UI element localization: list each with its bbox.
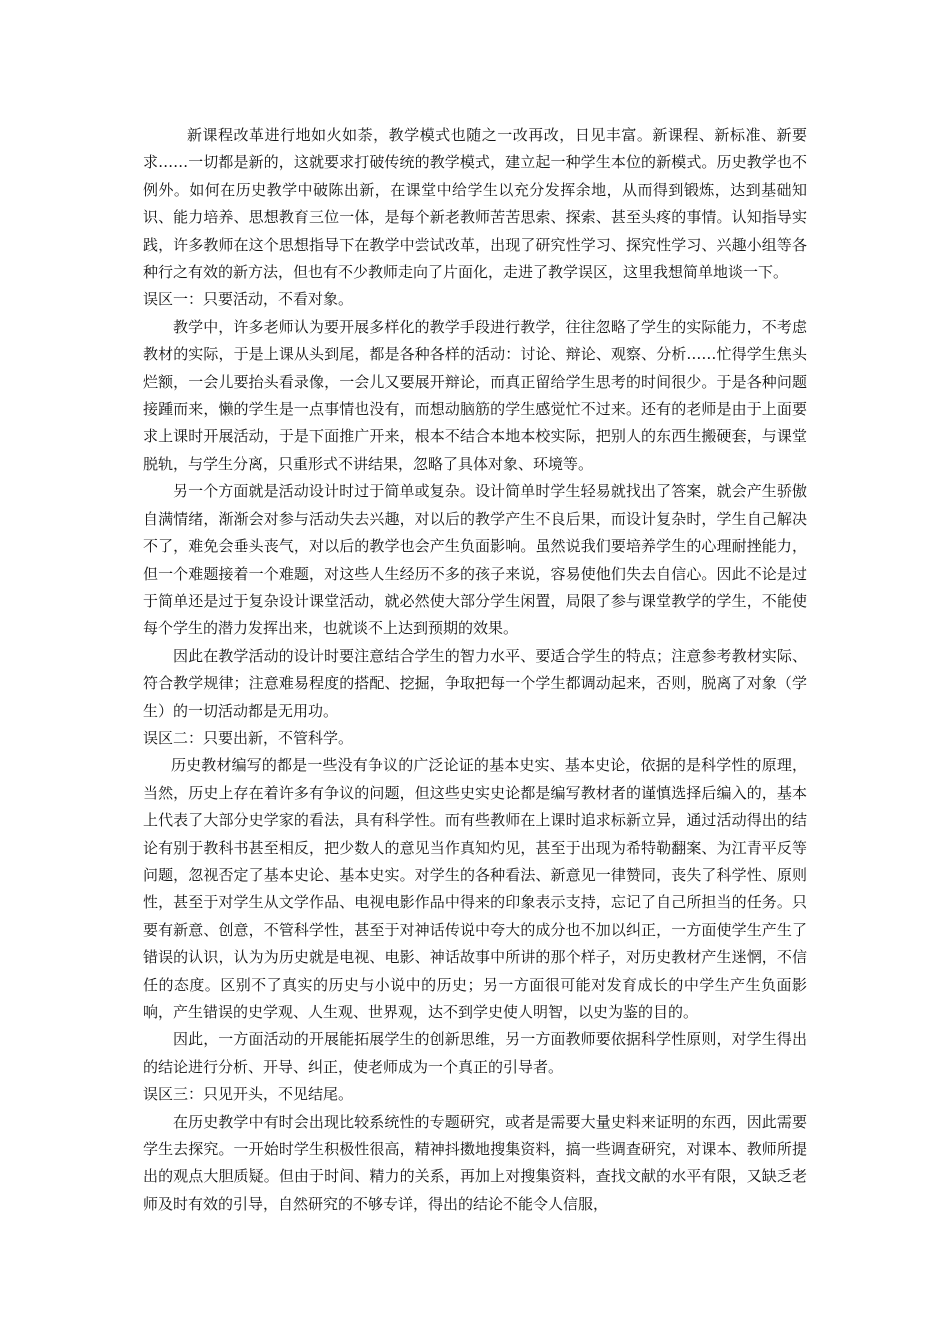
body-paragraph: 因此在教学活动的设计时要注意结合学生的智力水平、要适合学生的特点；注意参考教材实际、符合教学规律；注意难易程度的搭配、挖掘，争取把每一个学生都调动起来，否则，脱离了对象（学生）的一切活动都是无用功。 bbox=[143, 646, 807, 720]
section-heading-3: 误区三：只见开头，不见结尾。 bbox=[143, 1085, 354, 1104]
intro-paragraph: 新课程改革进行地如火如荼，教学模式也随之一改再改，日见丰富。新课程、新标准、新要求……一切都是新的，这就要求打破传统的教学模式，建立起一种学生本位的新模式。历史教学也不例外。如何在历史教学中破陈出新，在课堂中给学生以充分发挥余地，从而得到锻炼，达到基础知识、能力培养、思想教育三位一体，是每个新老教师苦苦思索、探索、甚至头疼的事情。认知指导实践，许多教师在这个思想指导下在教学中尝试改革，出现了研究性学习、探究性学习、兴趣小组等各种行之有效的新方法，但也有不少教师走向了片面化，走进了教学误区，这里我想简单地谈一下。 bbox=[143, 126, 807, 282]
section-heading-1: 误区一：只要活动，不看对象。 bbox=[143, 290, 354, 309]
body-paragraph: 历史教材编写的都是一些没有争议的广泛论证的基本史实、基本史论，依据的是科学性的原理，当然，历史上存在着许多有争议的问题，但这些史实史论都是编写教材者的谨慎选择后编入的，基本上代表了大部分史学家的看法，具有科学性。而有些教师在上课时追求标新立异，通过活动得出的结论有别于教科书甚至相反，把少数人的意见当作真知灼见，甚至于出现为希特勒翻案、为江青平反等问题，忽视否定了基本史论、基本史实。对学生的各种看法、新意见一律赞同，丧失了科学性、原则性，甚至于对学生从文学作品、电视电影作品中得来的印象表示支持，忘记了自己所担当的任务。只要有新意、创意，不管科学性，甚至于对神话传说中夸大的成分也不加以纠正，一方面使学生产生了错误的认识，认为为历史就是电视、电影、神话故事中所讲的那个样子，对历史教材产生迷惘，不信任的态度。区别不了真实的历史与小说中的历史；另一方面很可能对发育成长的中学生产生负面影响，产生错误的史学观、人生观、世界观，达不到学史使人明智，以史为鉴的目的。 bbox=[143, 756, 807, 1021]
body-paragraph: 教学中，许多老师认为要开展多样化的教学手段进行教学，往往忽略了学生的实际能力，不考虑教材的实际，于是上课从头到尾，都是各种各样的活动：讨论、辩论、观察、分析……忙得学生焦头烂额，一会儿要抬头看录像，一会儿又要展开辩论，而真正留给学生思考的时间很少。于是各种问题接踵而来，懒的学生是一点事情也没有，而想动脑筋的学生感觉忙不过来。还有的老师是由于上面要求上课时开展活动，于是下面推广开来，根本不结合本地本校实际，把别人的东西生搬硬套，与课堂脱轨，与学生分离，只重形式不讲结果，忽略了具体对象、环境等。 bbox=[143, 317, 807, 473]
body-paragraph: 在历史教学中有时会出现比较系统性的专题研究，或者是需要大量史料来证明的东西，因此需要学生去探究。一开始时学生积极性很高，精神抖擞地搜集资料，搞一些调查研究，对课本、教师所提出的观点大胆质疑。但由于时间、精力的关系，再加上对搜集资料，查找文献的水平有限，又缺乏老师及时有效的引导，自然研究的不够专详，得出的结论不能令人信服， bbox=[143, 1112, 807, 1213]
body-paragraph: 另一个方面就是活动设计时过于简单或复杂。设计简单时学生轻易就找出了答案，就会产生骄傲自满情绪，渐渐会对参与活动失去兴趣，对以后的教学产生不良后果，而设计复杂时，学生自己解决不了，难免会垂头丧气，对以后的教学也会产生负面影响。虽然说我们要培养学生的心理耐挫能力，但一个难题接着一个难题，对这些人生经历不多的孩子来说，容易使他们失去自信心。因此不论是过于简单还是过于复杂设计课堂活动，就必然使大部分学生闲置，局限了参与课堂教学的学生，不能使每个学生的潜力发挥出来，也就谈不上达到预期的效果。 bbox=[143, 482, 807, 638]
section-heading-2: 误区二：只要出新，不管科学。 bbox=[143, 728, 354, 747]
body-paragraph: 因此，一方面活动的开展能拓展学生的创新思维，另一方面教师要依据科学性原则，对学生得出的结论进行分析、开导、纠正，使老师成为一个真正的引导者。 bbox=[143, 1030, 807, 1076]
document-page bbox=[143, 122, 807, 1218]
